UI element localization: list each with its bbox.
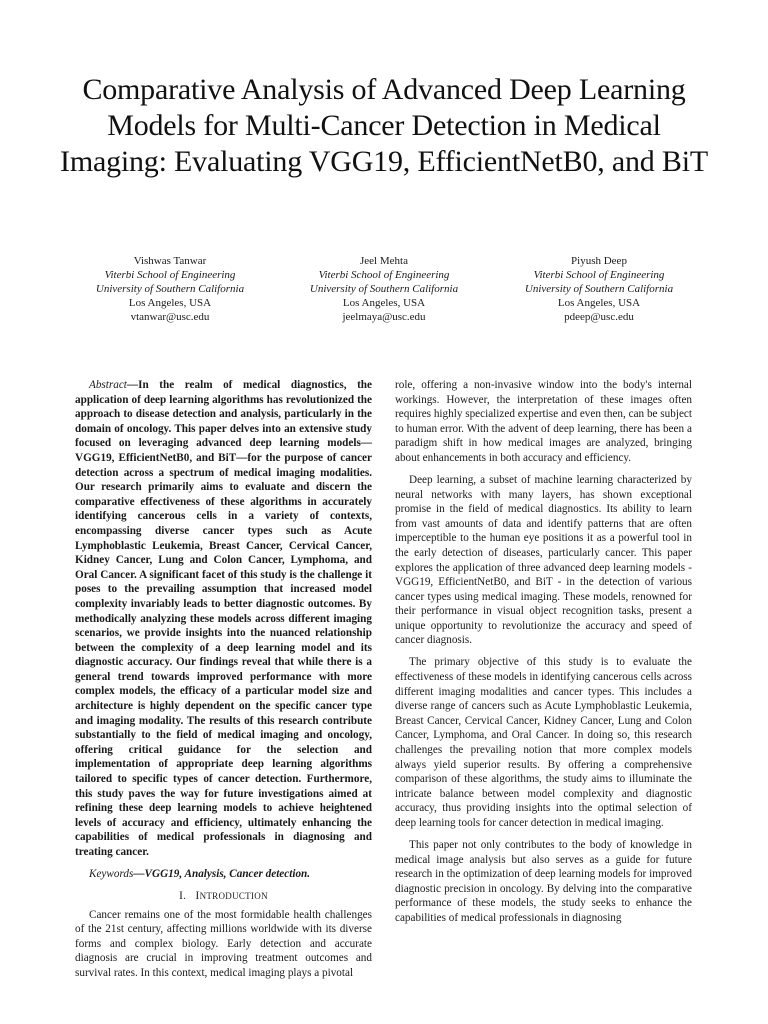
keywords-label: Keywords xyxy=(89,867,134,880)
left-column xyxy=(75,378,372,988)
author-university: University of Southern California xyxy=(309,283,459,295)
section-number: I. xyxy=(179,889,187,902)
author-university: University of Southern California xyxy=(524,283,674,295)
paper-title: Comparative Analysis of Advanced Deep Learning Models for Multi-Cancer Detection in Medical Imaging: Evaluating VGG19, EfficientNetB0, and BiT xyxy=(60,73,708,178)
author-name: Piyush Deep xyxy=(571,255,627,267)
intro-paragraph: Cancer remains one of the most formidable health challenges of the 21st century, affecting millions worldwide with its diverse forms and complex biology. Early detection and accurate diagnosis are crucial in improving treatment outcomes and survival rates. In this context, medical imaging plays a pivotal xyxy=(75,908,372,979)
author-email: jeelmaya@usc.edu xyxy=(342,311,426,323)
abstract xyxy=(75,378,372,860)
author-location: Los Angeles, USA xyxy=(342,297,426,309)
author-2 xyxy=(274,254,494,324)
keywords xyxy=(75,867,372,882)
author-school: Viterbi School of Engineering xyxy=(533,269,665,281)
abstract-text: —In the realm of medical diagnostics, the application of deep learning algorithms has revolutionized the approach to disease detection and analysis, particularly in the domain of oncology. This paper delves into an extensive study focused on leveraging advanced deep learning models—VGG19, EfficientNetB0, and BiT—for the purpose of cancer detection across a spectrum of medical imaging modalities. Our research primarily aims to evaluate and discern the comparative effectiveness of these algorithms in accurately identifying cancerous cells in a variety of contexts, encompassing diverse cancer types such as Acute Lymphoblastic Leukemia, Breast Cancer, Cervical Cancer, Kidney Cancer, Lung and Colon Cancer, Lymphoma, and Oral Cancer. A significant facet of this study is the challenge it poses to the prevailing assumption that increased model complexity invariably leads to better diagnostic outcomes. By methodically analyzing these models across different imaging scenarios, we provide insights into the nuanced relationship between the complexity of a deep learning model and its diagnostic accuracy. Our findings reveal that while there is a general trend towards improved performance with more complex models, the efficacy of a particular model size and architecture is highly dependent on the specific cancer type and imaging modality. The results of this research contribute substantially to the field of medical imaging and oncology, offering critical guidance for the selection and implementation of appropriate deep learning algorithms tailored to specific types of cancer detection. Furthermore, this study paves the way for future investigations aimed at refining these deep learning models to achieve heightened levels of accuracy and efficiency, ultimately enhancing the capabilities of medical professionals in diagnosing and treating cancer. xyxy=(75,379,372,858)
keywords-text: —VGG19, Analysis, Cancer detection. xyxy=(133,867,311,880)
author-location: Los Angeles, USA xyxy=(128,297,212,309)
right-column xyxy=(395,378,692,933)
section-title-rest: NTRODUCTION xyxy=(199,890,268,901)
body-paragraph: This paper not only contributes to the body of knowledge in medical image analysis but also serves as a guide for future research in the optimization of deep learning models for improved diagnostic precision in oncology. By delving into the comparative performance of these models, the study seeks to enhance the capabilities of medical professionals in diagnosing xyxy=(395,838,692,924)
author-email: vtanwar@usc.edu xyxy=(130,311,210,323)
author-university: University of Southern California xyxy=(95,283,245,295)
author-1 xyxy=(60,254,280,324)
section-heading-introduction xyxy=(75,889,372,904)
author-location: Los Angeles, USA xyxy=(557,297,641,309)
abstract-label: Abstract xyxy=(89,379,127,391)
body-paragraph: The primary objective of this study is to evaluate the effectiveness of these models in identifying cancerous cells across different imaging modalities and cancer types. This includes a diverse range of cancers such as Acute Lymphoblastic Leukemia, Breast Cancer, Cervical Cancer, Kidney Cancer, Lung and Colon Cancer, Lymphoma, and Oral Cancer. In doing so, this research challenges the prevailing notion that more complex models always yield superior results. By offering a comprehensive comparison of these algorithms, the study aims to illuminate the intricate balance between model complexity and diagnostic accuracy, thus providing insights into the optimal selection of deep learning tools for cancer detection in medical imaging. xyxy=(395,656,692,829)
author-3 xyxy=(489,254,709,324)
author-name: Jeel Mehta xyxy=(360,255,408,267)
author-school: Viterbi School of Engineering xyxy=(104,269,236,281)
body-paragraph: role, offering a non-invasive window into the body's internal workings. However, the interpretation of these images often requires highly specialized expertise and even then, can be subject to human error. With the advent of deep learning, there has been a paradigm shift in how medical images are analyzed, bringing about enhancements in both accuracy and efficiency. xyxy=(395,379,692,464)
author-name: Vishwas Tanwar xyxy=(133,255,207,267)
author-email: pdeep@usc.edu xyxy=(564,311,634,323)
body-paragraph: Deep learning, a subset of machine learning characterized by neural networks with many layers, has shown exceptional promise in the field of medical diagnostics. Its ability to learn from vast amounts of data and identify patterns that are often imperceptible to the human eye positions it as a powerful tool in the early detection of diseases, particularly cancer. This paper explores the application of three advanced deep learning models - VGG19, EfficientNetB0, and BiT - in the detection of various cancer types using medical imaging. These models, renowned for their performance in visual object recognition tasks, present a unique opportunity to revolutionize the accuracy and speed of cancer diagnosis. xyxy=(395,473,692,647)
author-school: Viterbi School of Engineering xyxy=(318,269,450,281)
section-title-first: I xyxy=(195,889,200,902)
author-block xyxy=(60,254,708,324)
